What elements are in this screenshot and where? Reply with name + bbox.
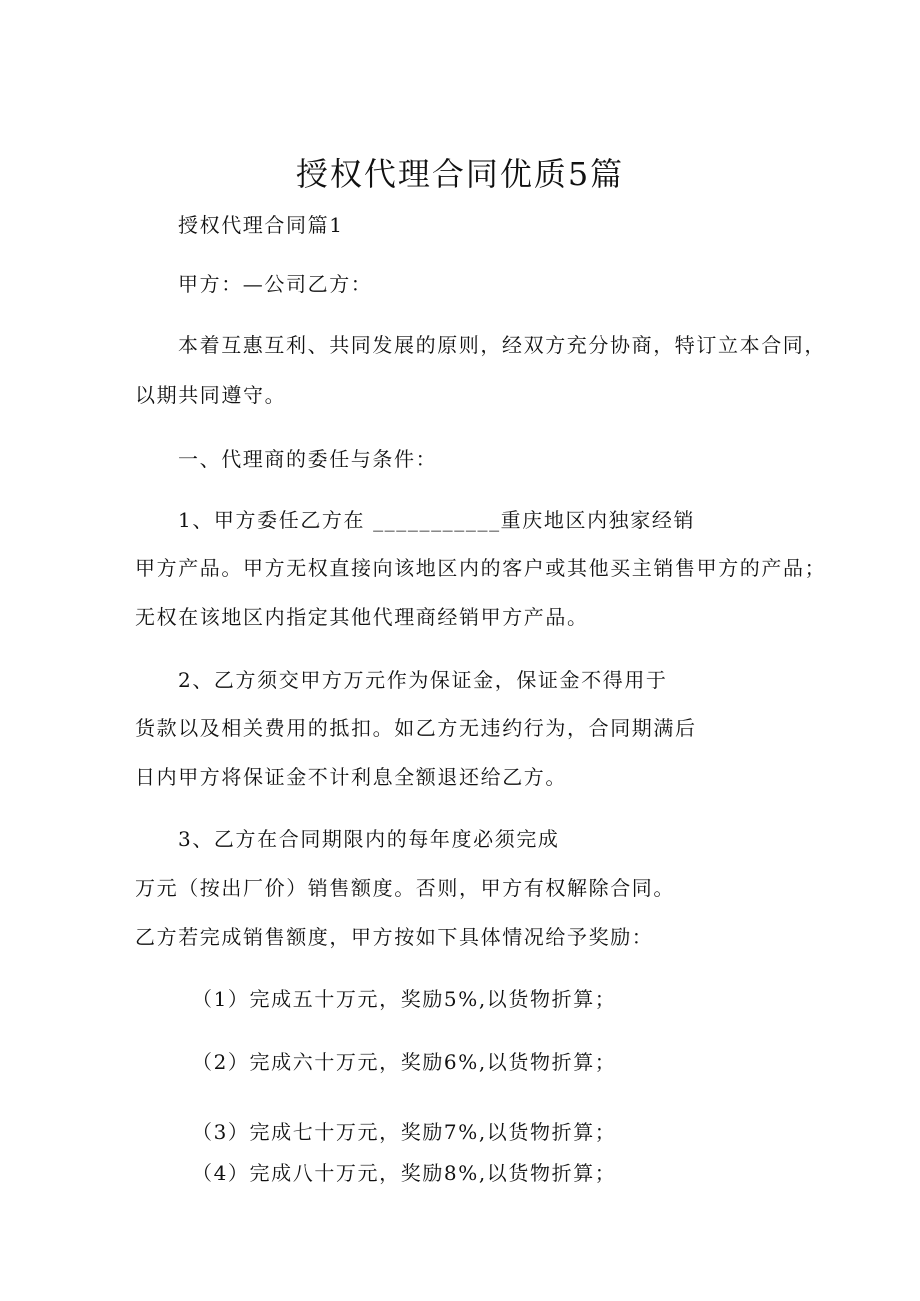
clause-2-line-3: 日内甲方将保证金不计利息全额退还给乙方。 — [135, 765, 567, 789]
clause-2-line-1: 2、乙方须交甲方万元作为保证金，保证金不得用于 — [178, 668, 668, 692]
clause-1-line-3: 无权在该地区内指定其他代理商经销甲方产品。 — [135, 605, 589, 629]
clause-3-line-2: 万元（按出厂价）销售额度。否则，甲方有权解除合同。 — [135, 876, 675, 900]
reward-item-3: （3）完成七十万元，奖励7%,以货物折算； — [192, 1120, 617, 1144]
document-title: 授权代理合同优质5篇 — [295, 155, 625, 193]
clause-3-line-1: 3、乙方在合同期限内的每年度必须完成 — [178, 827, 560, 851]
clause-1-line-2: 甲方产品。甲方无权直接向该地区内的客户或其他买主销售甲方的产品； — [135, 556, 827, 580]
clause-3-line-3: 乙方若完成销售额度，甲方按如下具体情况给予奖励： — [135, 925, 654, 949]
clause-2-line-2: 货款以及相关费用的抵扣。如乙方无违约行为，合同期满后 — [135, 716, 697, 740]
contract-subtitle: 授权代理合同篇1 — [178, 213, 344, 237]
reward-item-2: （2）完成六十万元，奖励6%,以货物折算； — [192, 1050, 617, 1074]
intro-paragraph-line-2: 以期共同遵守。 — [135, 383, 287, 407]
section-heading-1: 一、代理商的委任与条件： — [178, 447, 438, 471]
parties-line: 甲方：—公司乙方： — [178, 272, 373, 296]
reward-item-4: （4）完成八十万元，奖励8%,以货物折算； — [192, 1161, 617, 1185]
reward-item-1: （1）完成五十万元，奖励5%,以货物折算； — [192, 987, 617, 1011]
intro-paragraph-line-1: 本着互惠互利、共同发展的原则，经双方充分协商，特订立本合同， — [178, 333, 826, 357]
clause-1-line-1: 1、甲方委任乙方在 ___________重庆地区内独家经销 — [178, 508, 696, 532]
